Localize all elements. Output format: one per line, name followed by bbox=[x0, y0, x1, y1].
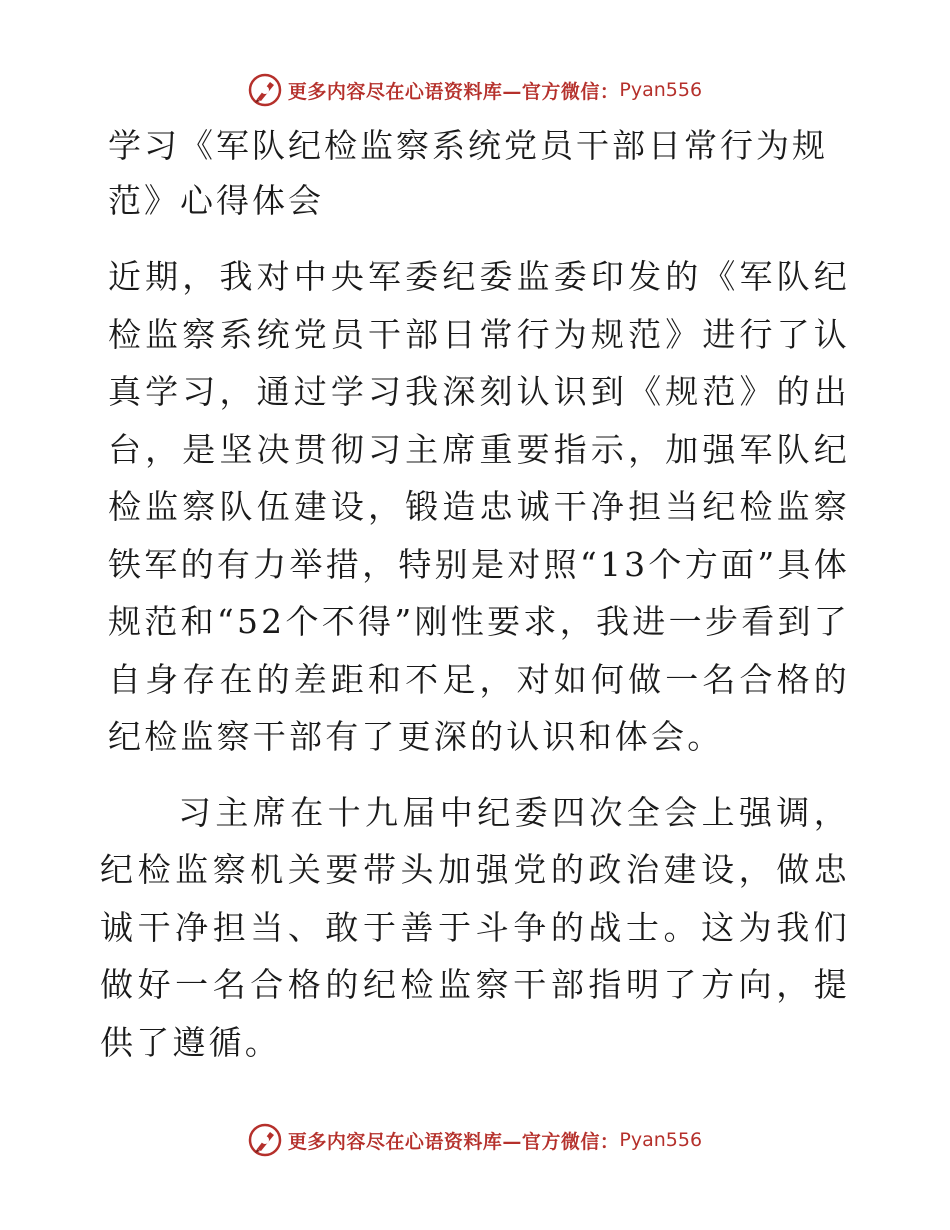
banner-text: 更多内容尽在心语资料库—官方微信： bbox=[287, 80, 620, 103]
document-body bbox=[100, 118, 850, 1071]
pen-logo-icon bbox=[248, 1123, 282, 1157]
banner-contact: Pyan556 bbox=[619, 79, 703, 101]
header-banner bbox=[0, 68, 950, 112]
footer-banner bbox=[0, 1118, 950, 1162]
document-title: 学习《军队纪检监察系统党员干部日常行为规范》心得体会 bbox=[108, 126, 828, 220]
paragraph-1: 近期，我对中央军委纪委监委印发的《军队纪检监察系统党员干部日常行为规范》进行了认真学习，通过学习我深刻认识到《规范》的出台，是坚决贯彻习主席重要指示，加强军队纪检监察队伍建设，锻造忠诚干净担当纪检监察铁军的有力举措，特别是对照“13个方面”具体规范和“52个不得”刚性要求，我进一步看到了自身存在的差距和不足，对如何做一名合格的纪检监察干部有了更深的认识和体会。 bbox=[108, 257, 850, 756]
paragraph-2: 习主席在十九届中纪委四次全会上强调，纪检监察机关要带头加强党的政治建设，做忠诚干净担当、敢于善于斗争的战士。这为我们做好一名合格的纪检监察干部指明了方向，提供了遵循。 bbox=[100, 792, 850, 1062]
banner-text: 更多内容尽在心语资料库—官方微信： bbox=[287, 1130, 620, 1153]
pen-logo-icon bbox=[248, 73, 282, 107]
banner-contact: Pyan556 bbox=[619, 1129, 703, 1151]
